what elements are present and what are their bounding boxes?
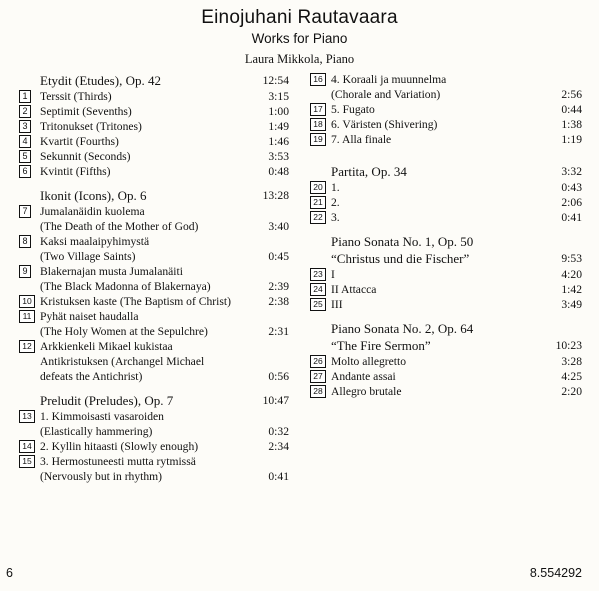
- track-title: Septimit (Sevenths): [40, 105, 132, 118]
- track-title: Blakernajan musta Jumalanäiti: [40, 265, 183, 278]
- track-row: [19, 309, 289, 324]
- track-title: Kaksi maalaipyhimystä: [40, 235, 150, 248]
- work-duration: 3:32: [561, 165, 582, 178]
- track-duration: 2:38: [268, 295, 289, 308]
- track-number-box: 28: [310, 385, 326, 398]
- work-title: “The Fire Sermon”: [331, 338, 431, 353]
- track-title: (Elastically hammering): [40, 425, 153, 438]
- track-row: [310, 195, 582, 210]
- track-duration: 1:46: [268, 135, 289, 148]
- track-title: II Attacca: [331, 283, 377, 296]
- track-duration: 1:00: [268, 105, 289, 118]
- performer-credit: Laura Mikkola, Piano: [244, 52, 355, 66]
- track-number-box: 8: [19, 235, 31, 248]
- track-number-box: 3: [19, 120, 31, 133]
- track-title: Antikristuksen (Archangel Michael: [40, 355, 205, 368]
- track-row: [19, 234, 289, 249]
- track-continuation: [19, 249, 289, 264]
- track-duration: 2:56: [561, 88, 582, 101]
- track-duration: 3:28: [561, 355, 582, 368]
- composer-title: Einojuhani Rautavaara: [201, 7, 398, 28]
- track-duration: 0:44: [561, 103, 582, 116]
- track-duration: 4:25: [561, 370, 582, 383]
- track-row: [19, 134, 289, 149]
- work-title: Preludit (Preludes), Op. 7: [40, 393, 174, 408]
- track-row: [19, 104, 289, 119]
- album-subtitle: Works for Piano: [251, 31, 348, 46]
- track-number-box: 14: [19, 440, 35, 453]
- track-row: [19, 439, 289, 454]
- track-title: 2. Kyllin hitaasti (Slowly enough): [40, 440, 199, 453]
- section-gap: [310, 312, 582, 320]
- track-title: III: [331, 298, 343, 311]
- work-duration: 13:28: [262, 189, 289, 202]
- section-gap: [310, 225, 582, 233]
- track-duration: 0:41: [268, 470, 289, 483]
- track-duration: 2:34: [268, 440, 289, 453]
- track-row: [310, 369, 582, 384]
- track-number-box: 16: [310, 73, 326, 86]
- track-title: 2.: [331, 196, 340, 209]
- tracklist-left-column: [19, 72, 289, 484]
- track-number-box: 10: [19, 295, 35, 308]
- track-title: Tritonukset (Tritones): [40, 120, 142, 133]
- track-continuation: [19, 424, 289, 439]
- work-duration: 10:47: [262, 394, 289, 407]
- track-title: (The Holy Women at the Sepulchre): [40, 325, 208, 338]
- track-number-box: 4: [19, 135, 31, 148]
- track-number-box: 18: [310, 118, 326, 131]
- track-row: [19, 204, 289, 219]
- track-row: [19, 164, 289, 179]
- track-title: Andante assai: [331, 370, 396, 383]
- track-title: 5. Fugato: [331, 103, 375, 116]
- track-number-box: 23: [310, 268, 326, 281]
- work-duration: 12:54: [262, 74, 289, 87]
- track-row: [310, 282, 582, 297]
- track-duration: 0:32: [268, 425, 289, 438]
- track-number-box: 13: [19, 410, 35, 423]
- track-row: [310, 72, 582, 87]
- track-number-box: 15: [19, 455, 35, 468]
- track-row: [310, 180, 582, 195]
- work-heading: [19, 392, 289, 409]
- track-number-box: 20: [310, 181, 326, 194]
- track-duration: 3:15: [268, 90, 289, 103]
- track-row: [310, 267, 582, 282]
- track-row: [19, 454, 289, 469]
- track-number-box: 21: [310, 196, 326, 209]
- track-row: [19, 409, 289, 424]
- track-title: 4. Koraali ja muunnelma: [331, 73, 447, 86]
- track-row: [310, 297, 582, 312]
- track-row: [310, 102, 582, 117]
- track-number-box: 27: [310, 370, 326, 383]
- track-title: Kvartit (Fourths): [40, 135, 119, 148]
- track-number-box: 1: [19, 90, 31, 103]
- track-continuation: [19, 469, 289, 484]
- track-duration: 0:41: [561, 211, 582, 224]
- track-duration: 1:42: [561, 283, 582, 296]
- track-number-box: 5: [19, 150, 31, 163]
- track-title: Molto allegretto: [331, 355, 407, 368]
- track-title: Sekunnit (Seconds): [40, 150, 131, 163]
- track-title: Terssit (Thirds): [40, 90, 112, 103]
- track-title: 3.: [331, 211, 340, 224]
- section-gap: [310, 155, 582, 163]
- track-duration: 0:43: [561, 181, 582, 194]
- track-duration: 3:40: [268, 220, 289, 233]
- track-title: 7. Alla finale: [331, 133, 392, 146]
- track-duration: 0:48: [268, 165, 289, 178]
- track-duration: 2:31: [268, 325, 289, 338]
- track-title: (The Black Madonna of Blakernaya): [40, 280, 211, 293]
- track-row: [19, 339, 289, 354]
- track-continuation: [19, 219, 289, 234]
- track-title: Kvintit (Fifths): [40, 165, 111, 178]
- track-title: I: [331, 268, 335, 281]
- track-row: [310, 354, 582, 369]
- track-title: Kristuksen kaste (The Baptism of Christ): [40, 295, 231, 308]
- track-duration: 2:39: [268, 280, 289, 293]
- track-title: (Two Village Saints): [40, 250, 136, 263]
- track-title: 1.: [331, 181, 340, 194]
- track-number-box: 17: [310, 103, 326, 116]
- track-continuation: [19, 369, 289, 384]
- track-number-box: 22: [310, 211, 326, 224]
- work-heading: [310, 337, 582, 354]
- track-duration: 0:45: [268, 250, 289, 263]
- track-continuation: [310, 87, 582, 102]
- track-row: [310, 384, 582, 399]
- section-gap: [310, 147, 582, 155]
- work-duration: 9:53: [561, 252, 582, 265]
- work-title: Piano Sonata No. 2, Op. 64: [331, 321, 474, 336]
- work-heading: [19, 187, 289, 204]
- track-continuation: [19, 354, 289, 369]
- section-gap: [19, 179, 289, 187]
- track-duration: 2:06: [561, 196, 582, 209]
- track-number-box: 7: [19, 205, 31, 218]
- work-heading: [310, 163, 582, 180]
- track-duration: 1:38: [561, 118, 582, 131]
- track-number-box: 2: [19, 105, 31, 118]
- track-title: (Nervously but in rhythm): [40, 470, 163, 483]
- track-duration: 1:19: [561, 133, 582, 146]
- track-duration: 4:20: [561, 268, 582, 281]
- track-title: Allegro brutale: [331, 385, 402, 398]
- track-title: 6. Väristen (Shivering): [331, 118, 438, 131]
- work-heading: [310, 320, 582, 337]
- track-title: 1. Kimmoisasti vasaroiden: [40, 410, 164, 423]
- track-duration: 2:20: [561, 385, 582, 398]
- work-title: Ikonit (Icons), Op. 6: [40, 188, 147, 203]
- work-title: Etydit (Etudes), Op. 42: [40, 73, 161, 88]
- track-duration: 0:56: [268, 370, 289, 383]
- track-title: 3. Hermostuneesti mutta rytmissä: [40, 455, 196, 468]
- track-title: (The Death of the Mother of God): [40, 220, 199, 233]
- track-title: defeats the Antichrist): [40, 370, 143, 383]
- track-row: [19, 119, 289, 134]
- track-number-box: 6: [19, 165, 31, 178]
- track-continuation: [19, 279, 289, 294]
- track-title: Arkkienkeli Mikael kukistaa: [40, 340, 173, 353]
- work-heading: [19, 72, 289, 89]
- track-row: [310, 132, 582, 147]
- work-title: “Christus und die Fischer”: [331, 251, 470, 266]
- track-duration: 3:49: [561, 298, 582, 311]
- page-number: 6: [6, 566, 13, 580]
- track-row: [310, 210, 582, 225]
- track-number-box: 9: [19, 265, 31, 278]
- track-row: [19, 294, 289, 309]
- track-title: (Chorale and Variation): [331, 88, 441, 101]
- track-number-box: 25: [310, 298, 326, 311]
- track-row: [19, 264, 289, 279]
- track-title: Jumalanäidin kuolema: [40, 205, 145, 218]
- track-duration: 1:49: [268, 120, 289, 133]
- track-number-box: 24: [310, 283, 326, 296]
- track-row: [19, 89, 289, 104]
- track-row: [310, 117, 582, 132]
- work-title: Piano Sonata No. 1, Op. 50: [331, 234, 474, 249]
- section-gap: [19, 384, 289, 392]
- track-number-box: 26: [310, 355, 326, 368]
- track-number-box: 12: [19, 340, 35, 353]
- work-heading: [310, 233, 582, 250]
- work-heading: [310, 250, 582, 267]
- catalogue-number: 8.554292: [529, 566, 582, 580]
- work-duration: 10:23: [555, 339, 582, 352]
- tracklist-right-column: [310, 72, 582, 399]
- track-number-box: 19: [310, 133, 326, 146]
- track-title: Pyhät naiset haudalla: [40, 310, 139, 323]
- track-number-box: 11: [19, 310, 35, 323]
- track-duration: 3:53: [268, 150, 289, 163]
- work-title: Partita, Op. 34: [331, 164, 407, 179]
- track-row: [19, 149, 289, 164]
- track-continuation: [19, 324, 289, 339]
